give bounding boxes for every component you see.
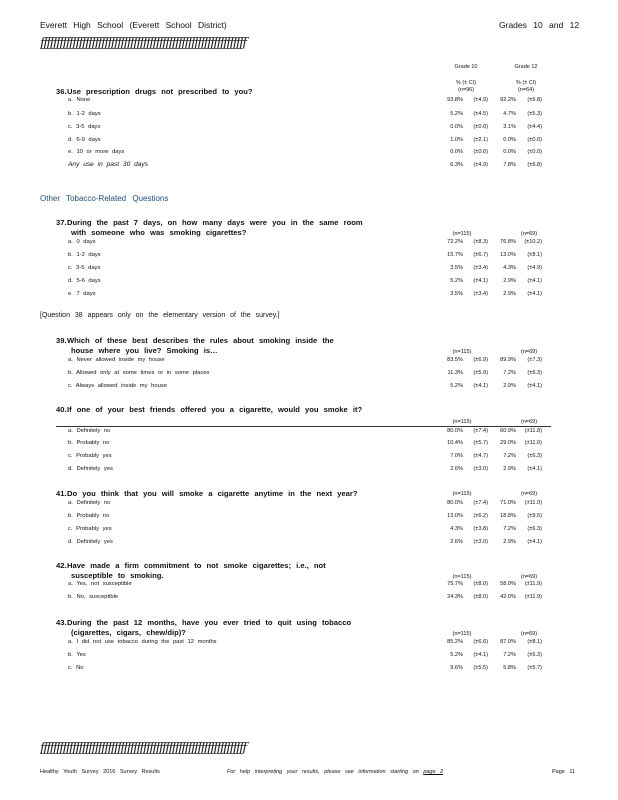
grade10-n: (n=115) bbox=[452, 419, 472, 425]
grade12-percent: 60.9% bbox=[500, 428, 516, 434]
option-label: e. 7 days bbox=[68, 291, 96, 297]
grade12-percent: 2.9% bbox=[503, 383, 516, 389]
grade12-percent: 18.8% bbox=[500, 513, 516, 519]
grade12-ci: (±6.8) bbox=[527, 97, 542, 103]
grade10-percent: 72.2% bbox=[447, 239, 463, 245]
grade10-percent: 5.2% bbox=[450, 111, 463, 117]
grade10-percent: 4.3% bbox=[450, 526, 463, 532]
grade12-percent: 4.7% bbox=[503, 111, 516, 117]
grade10-percent: 5.2% bbox=[450, 652, 463, 658]
grade10-percent: 80.0% bbox=[447, 500, 463, 506]
grade10-ci: (±3.4) bbox=[473, 291, 488, 297]
grade10-ci: (±4.9) bbox=[473, 97, 488, 103]
grade12-ci: (±4.1) bbox=[527, 466, 542, 472]
option-label: c. No bbox=[68, 665, 84, 671]
grade12-ci: (±11.0) bbox=[524, 500, 542, 506]
question-underline bbox=[56, 426, 551, 427]
grade12-ci: (±4.1) bbox=[527, 383, 542, 389]
grade12-percent: 2.9% bbox=[503, 278, 516, 284]
col-header-grade10: Grade 10 bbox=[454, 64, 478, 70]
grade12-ci: (±11.8) bbox=[524, 428, 542, 434]
grade10-ci: (±6.2) bbox=[473, 513, 488, 519]
grade10-ci: (±0.0) bbox=[473, 124, 488, 130]
option-label: b. 1-2 days bbox=[68, 252, 101, 258]
grade12-ci: (±10.2) bbox=[524, 239, 542, 245]
grade12-percent: 2.9% bbox=[503, 539, 516, 545]
grade12-percent: 13.0% bbox=[500, 252, 516, 258]
grade10-ci: (±8.0) bbox=[473, 594, 488, 600]
question-title: 43.During the past 12 months, have you ever tried to quit using tobacco (cigarettes, cigars, chew/dip)? bbox=[56, 618, 352, 637]
grade10-percent: 2.6% bbox=[450, 466, 463, 472]
grade10-n: (n=115) bbox=[452, 574, 472, 580]
grade12-percent: 7.2% bbox=[503, 526, 516, 532]
grade12-percent: 76.8% bbox=[500, 239, 516, 245]
grade12-ci: (±11.9) bbox=[524, 594, 542, 600]
grade10-percent: 10.4% bbox=[447, 440, 463, 446]
grade10-percent: 2.6% bbox=[450, 539, 463, 545]
option-label: d. Definitely yes bbox=[68, 466, 113, 472]
grade10-ci: (±2.1) bbox=[473, 137, 488, 143]
grade10-ci: (±6.9) bbox=[473, 357, 488, 363]
question-title: 40.If one of your best friends offered you a cigarette, would you smoke it? bbox=[56, 405, 363, 414]
col-sub-grade10-ci: % (± CI) bbox=[455, 80, 477, 86]
grade10-ci: (±8.0) bbox=[473, 581, 488, 587]
grade10-ci: (±3.0) bbox=[473, 466, 488, 472]
grade12-percent: 7.8% bbox=[503, 162, 516, 168]
grade10-ci: (±8.3) bbox=[473, 239, 488, 245]
grade12-n: (n=69) bbox=[520, 419, 538, 425]
grade10-ci: (±3.8) bbox=[473, 526, 488, 532]
col-sub-grade12-n: (n=64) bbox=[517, 87, 535, 93]
grade10-ci: (±4.1) bbox=[473, 652, 488, 658]
col-sub-grade10-n: (n=96) bbox=[457, 87, 475, 93]
grade12-percent: 7.2% bbox=[503, 453, 516, 459]
col-header-grade12: Grade 12 bbox=[514, 64, 538, 70]
option-label: a. Never allowed inside my house bbox=[68, 357, 165, 363]
option-label: b. No, susceptible bbox=[68, 594, 119, 600]
grade10-n: (n=115) bbox=[452, 231, 472, 237]
grade12-ci: (±5.3) bbox=[527, 111, 542, 117]
option-label: a. Yes, not susceptible bbox=[68, 581, 132, 587]
footer-help-text: For help interpreting your results, please see information starting on page 2 bbox=[227, 769, 444, 775]
grade12-percent: 2.9% bbox=[503, 466, 516, 472]
option-label: d. 6-9 days bbox=[68, 137, 101, 143]
option-label: b. Probably no bbox=[68, 513, 110, 519]
grade12-percent: 42.0% bbox=[500, 594, 516, 600]
grade10-n: (n=115) bbox=[452, 631, 472, 637]
option-label: c. 3-5 days bbox=[68, 265, 101, 271]
grade12-ci: (±8.1) bbox=[527, 252, 542, 258]
grade12-ci: (±9.5) bbox=[527, 513, 542, 519]
question-title: 39.Which of these best describes the rules about smoking inside the house where you live? Smoking is… bbox=[56, 336, 334, 355]
grade10-n: (n=115) bbox=[452, 349, 472, 355]
grade10-ci: (±7.4) bbox=[473, 500, 488, 506]
question-title: 36.Use prescription drugs not prescribed to you? bbox=[56, 87, 253, 96]
footer-page-link[interactable]: page 2 bbox=[423, 769, 444, 775]
grade12-ci: (±6.3) bbox=[527, 526, 542, 532]
grade10-percent: 5.2% bbox=[450, 278, 463, 284]
grade12-ci: (±6.3) bbox=[527, 370, 542, 376]
grade12-ci: (±0.0) bbox=[527, 137, 542, 143]
grade12-ci: (±6.3) bbox=[527, 453, 542, 459]
grade12-ci: (±6.3) bbox=[527, 652, 542, 658]
grade12-percent: 4.3% bbox=[503, 265, 516, 271]
grade10-ci: (±4.5) bbox=[473, 111, 488, 117]
grade10-percent: 80.0% bbox=[447, 428, 463, 434]
option-label: a. Definitely no bbox=[68, 428, 111, 434]
grade10-percent: 15.7% bbox=[447, 252, 463, 258]
grade10-ci: (±0.0) bbox=[473, 149, 488, 155]
grade12-ci: (±4.1) bbox=[527, 278, 542, 284]
grade12-ci: (±4.9) bbox=[527, 265, 542, 271]
grade12-ci: (±4.4) bbox=[527, 124, 542, 130]
grade12-ci: (±11.0) bbox=[524, 440, 542, 446]
question-title: 37.During the past 7 days, on how many days were you in the same room with someone who was smoking cigarettes? bbox=[56, 218, 363, 237]
grade10-percent: 6.3% bbox=[450, 162, 463, 168]
grade10-percent: 75.7% bbox=[447, 581, 463, 587]
footer-survey-name: Healthy Youth Survey 2016 Survey Results bbox=[40, 769, 160, 775]
grade10-ci: (±5.5) bbox=[473, 665, 488, 671]
option-label: c. Probably yes bbox=[68, 453, 112, 459]
grade12-percent: 7.2% bbox=[503, 652, 516, 658]
grade10-percent: 9.6% bbox=[450, 665, 463, 671]
grade10-percent: 93.8% bbox=[447, 97, 463, 103]
grade10-percent: 85.2% bbox=[447, 639, 463, 645]
grade12-percent: 87.0% bbox=[500, 639, 516, 645]
grade10-ci: (±7.4) bbox=[473, 428, 488, 434]
option-label: c. Probably yes bbox=[68, 526, 112, 532]
option-label-any-use: Any use in past 30 days bbox=[68, 161, 149, 168]
grade10-ci: (±3.0) bbox=[473, 539, 488, 545]
grade10-percent: 83.5% bbox=[447, 357, 463, 363]
report-header-school: Everett High School (Everett School District) bbox=[40, 20, 227, 30]
option-label: b. Allowed only at some times or in some places bbox=[68, 370, 210, 376]
grade12-percent: 5.8% bbox=[503, 665, 516, 671]
footer-page-number: Page 11 bbox=[552, 769, 576, 775]
grade10-ci: (±5.9) bbox=[473, 370, 488, 376]
top-divider: ƒƒƒƒƒƒƒƒƒƒƒƒƒƒƒƒƒƒƒƒƒƒƒƒƒƒƒƒƒƒƒƒƒƒƒƒƒƒƒƒƒƒƒƒƒƒƒƒƒƒƒƒƒƒƒƒƒƒƒƒƒƒƒƒ bbox=[40, 36, 246, 51]
grade12-ci: (±0.0) bbox=[527, 149, 542, 155]
option-label: a. Definitely no bbox=[68, 500, 111, 506]
grade10-percent: 3.5% bbox=[450, 291, 463, 297]
grade10-ci: (±4.7) bbox=[473, 453, 488, 459]
option-label: b. Probably no bbox=[68, 440, 110, 446]
option-label: a. None bbox=[68, 97, 91, 103]
grade10-percent: 24.3% bbox=[447, 594, 463, 600]
grade12-percent: 58.0% bbox=[500, 581, 516, 587]
grade12-percent: 3.1% bbox=[503, 124, 516, 130]
grade10-percent: 7.0% bbox=[450, 453, 463, 459]
grade12-ci: (±7.3) bbox=[527, 357, 542, 363]
grade12-ci: (±11.9) bbox=[524, 581, 542, 587]
question-title: 41.Do you think that you will smoke a cigarette anytime in the next year? bbox=[56, 489, 358, 498]
grade10-ci: (±3.4) bbox=[473, 265, 488, 271]
grade10-ci: (±4.9) bbox=[473, 162, 488, 168]
grade12-ci: (±4.1) bbox=[527, 539, 542, 545]
option-label: a. I did not use tobacco during the past 12 months bbox=[68, 639, 217, 645]
grade10-ci: (±4.1) bbox=[473, 383, 488, 389]
option-label: b. Yes bbox=[68, 652, 86, 658]
grade10-percent: 0.0% bbox=[450, 149, 463, 155]
grade10-n: (n=115) bbox=[452, 491, 472, 497]
grade10-percent: 3.5% bbox=[450, 265, 463, 271]
col-sub-grade12-ci: % (± CI) bbox=[515, 80, 537, 86]
grade12-percent: 92.2% bbox=[500, 97, 516, 103]
option-label: c. Always allowed inside my house bbox=[68, 383, 167, 389]
grade10-ci: (±4.1) bbox=[473, 278, 488, 284]
report-header-grades: Grades 10 and 12 bbox=[499, 20, 580, 30]
grade10-percent: 13.0% bbox=[447, 513, 463, 519]
grade12-ci: (±5.7) bbox=[527, 665, 542, 671]
grade12-percent: 89.9% bbox=[500, 357, 516, 363]
option-label: c. 3-5 days bbox=[68, 124, 101, 130]
grade10-ci: (±6.7) bbox=[473, 252, 488, 258]
grade10-percent: 1.0% bbox=[450, 137, 463, 143]
option-label: d. Definitely yes bbox=[68, 539, 113, 545]
option-label: e. 10 or more days bbox=[68, 149, 125, 155]
section-heading: Other Tobacco-Related Questions bbox=[40, 194, 169, 203]
grade10-percent: 5.2% bbox=[450, 383, 463, 389]
grade12-n: (n=69) bbox=[520, 231, 538, 237]
grade10-ci: (±6.6) bbox=[473, 639, 488, 645]
grade12-percent: 2.9% bbox=[503, 291, 516, 297]
elementary-note: [Question 38 appears only on the elementary version of the survey.] bbox=[40, 312, 280, 319]
grade10-percent: 11.3% bbox=[447, 370, 463, 376]
grade12-percent: 0.0% bbox=[503, 149, 516, 155]
question-title: 42.Have made a firm commitment to not smoke cigarettes; i.e., not susceptible to smoking. bbox=[56, 561, 326, 580]
grade12-n: (n=69) bbox=[520, 631, 538, 637]
grade12-n: (n=69) bbox=[520, 491, 538, 497]
grade10-percent: 0.0% bbox=[450, 124, 463, 130]
grade12-ci: (±4.1) bbox=[527, 291, 542, 297]
option-label: d. 5-6 days bbox=[68, 278, 101, 284]
grade12-ci: (±6.8) bbox=[527, 162, 542, 168]
grade12-percent: 71.0% bbox=[500, 500, 516, 506]
option-label: a. 0 days bbox=[68, 239, 96, 245]
grade12-ci: (±8.1) bbox=[527, 639, 542, 645]
option-label: b. 1-2 days bbox=[68, 111, 101, 117]
bottom-divider: ƒƒƒƒƒƒƒƒƒƒƒƒƒƒƒƒƒƒƒƒƒƒƒƒƒƒƒƒƒƒƒƒƒƒƒƒƒƒƒƒƒƒƒƒƒƒƒƒƒƒƒƒƒƒƒƒƒƒƒƒƒƒƒƒ bbox=[40, 741, 246, 756]
grade10-ci: (±5.7) bbox=[473, 440, 488, 446]
grade12-percent: 29.0% bbox=[500, 440, 516, 446]
grade12-n: (n=69) bbox=[520, 574, 538, 580]
grade12-percent: 0.0% bbox=[503, 137, 516, 143]
grade12-percent: 7.2% bbox=[503, 370, 516, 376]
grade12-n: (n=69) bbox=[520, 349, 538, 355]
